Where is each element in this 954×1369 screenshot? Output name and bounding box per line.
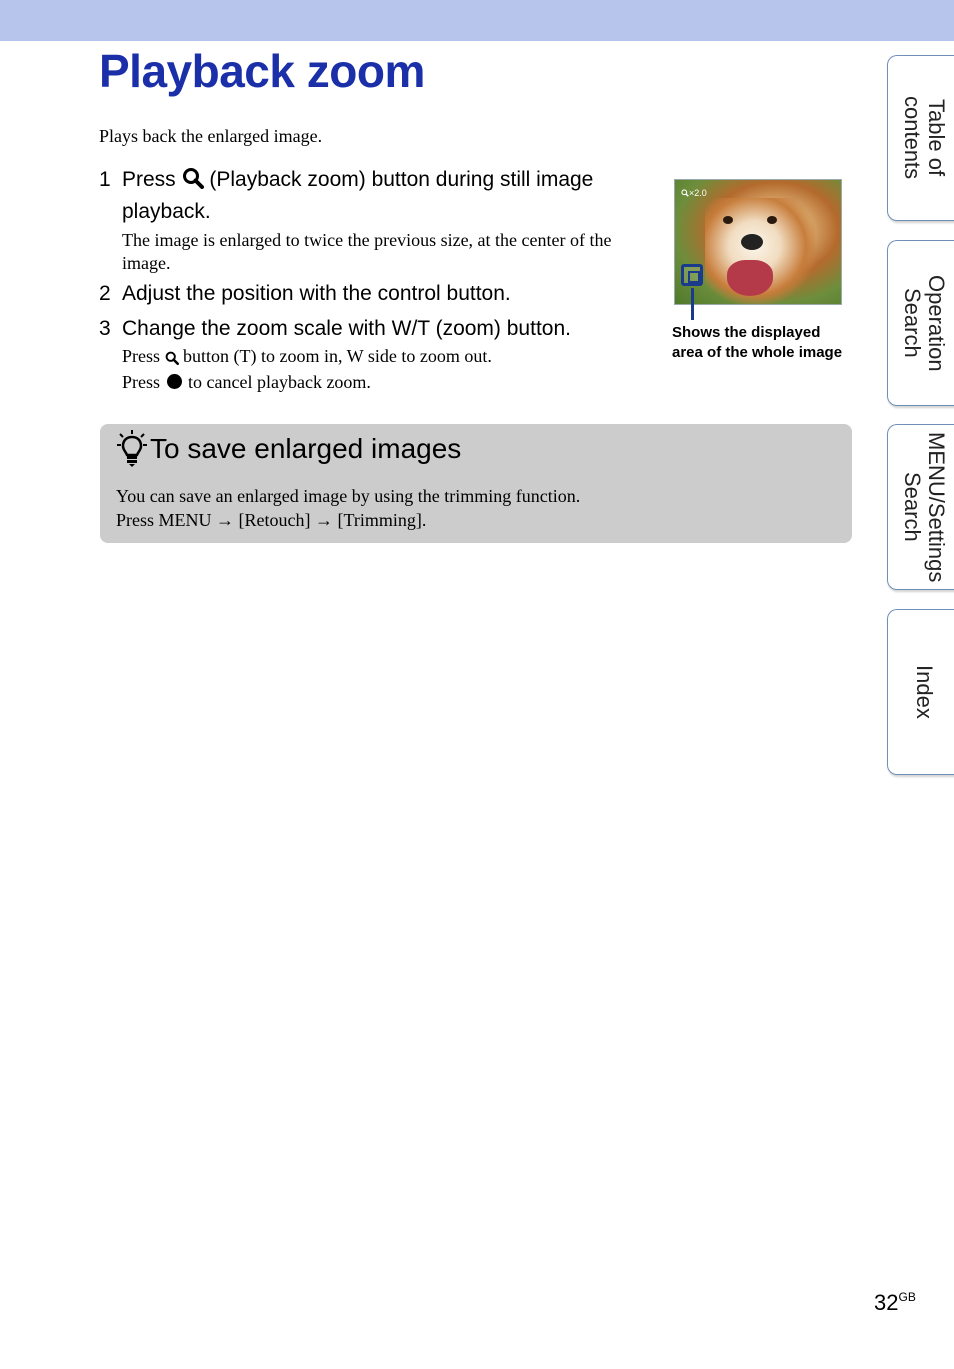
step-3 <box>99 314 659 343</box>
page-number <box>874 1290 916 1316</box>
tab-operation-search[interactable] <box>887 240 954 406</box>
step-1-text-before: Press <box>122 168 182 191</box>
tab-label: Index <box>912 665 937 719</box>
step-number: 1 <box>99 168 111 191</box>
magnifier-icon <box>165 348 179 371</box>
callout-line <box>691 288 694 320</box>
step-1-detail: The image is enlarged to twice the previous size, at the center of the image. <box>122 230 612 273</box>
tab-label: MENU/Settings Search <box>900 431 949 583</box>
tab-menu-settings-search[interactable] <box>887 424 954 590</box>
hint-box <box>100 424 852 543</box>
tab-label: Table of contents <box>900 96 949 180</box>
page-title: Playback zoom <box>99 45 425 97</box>
steps-list <box>99 165 659 394</box>
step-3-detail-1 <box>122 345 659 371</box>
figure-caption: Shows the displayed area of the whole image <box>672 324 843 361</box>
top-bar <box>0 0 954 41</box>
step-number: 3 <box>99 317 111 340</box>
hint-line-1: You can save an enlarged image by using the trimming function. <box>116 486 581 506</box>
hint-line-2: Press MENU → [Retouch] → [Trimming]. <box>116 510 427 530</box>
dog-mouth <box>727 260 773 296</box>
lightbulb-icon <box>116 429 148 472</box>
dog-nose <box>741 234 763 250</box>
display-area-indicator <box>681 264 703 286</box>
magnifier-icon <box>182 167 204 197</box>
step-number: 2 <box>99 282 111 305</box>
tab-label: Operation Search <box>900 274 949 372</box>
step-3-detail-1-after: button (T) to zoom in, W side to zoom out. <box>178 346 492 366</box>
intro-text: Plays back the enlarged image. <box>99 126 323 146</box>
dog-eye <box>723 216 733 224</box>
zoom-indicator <box>681 188 707 198</box>
step-2-text: Adjust the position with the control button. <box>122 282 511 305</box>
step-1 <box>99 165 659 226</box>
tab-table-of-contents[interactable] <box>887 55 954 221</box>
step-1-text-after: (Playback zoom) button during still image playback. <box>122 168 594 223</box>
step-3-detail-2 <box>122 371 659 394</box>
step-2 <box>99 279 659 308</box>
step-3-text: Change the zoom scale with W/T (zoom) button. <box>122 317 571 340</box>
page-number-suffix: GB <box>898 1290 916 1304</box>
step-3-detail-1-before: Press <box>122 346 165 366</box>
tab-index[interactable] <box>887 609 954 775</box>
hint-title: To save enlarged images <box>150 433 462 464</box>
center-button-icon <box>167 374 182 389</box>
page-number-value: 32 <box>874 1290 899 1315</box>
playback-zoom-photo <box>674 179 842 305</box>
step-3-detail-2-before: Press <box>122 372 165 392</box>
dog-eye <box>767 216 777 224</box>
zoom-level: ×2.0 <box>689 188 707 198</box>
hint-body <box>116 484 580 532</box>
magnifier-icon <box>681 189 689 197</box>
step-3-detail-2-after: to cancel playback zoom. <box>183 372 371 392</box>
display-area-inner <box>688 271 700 283</box>
